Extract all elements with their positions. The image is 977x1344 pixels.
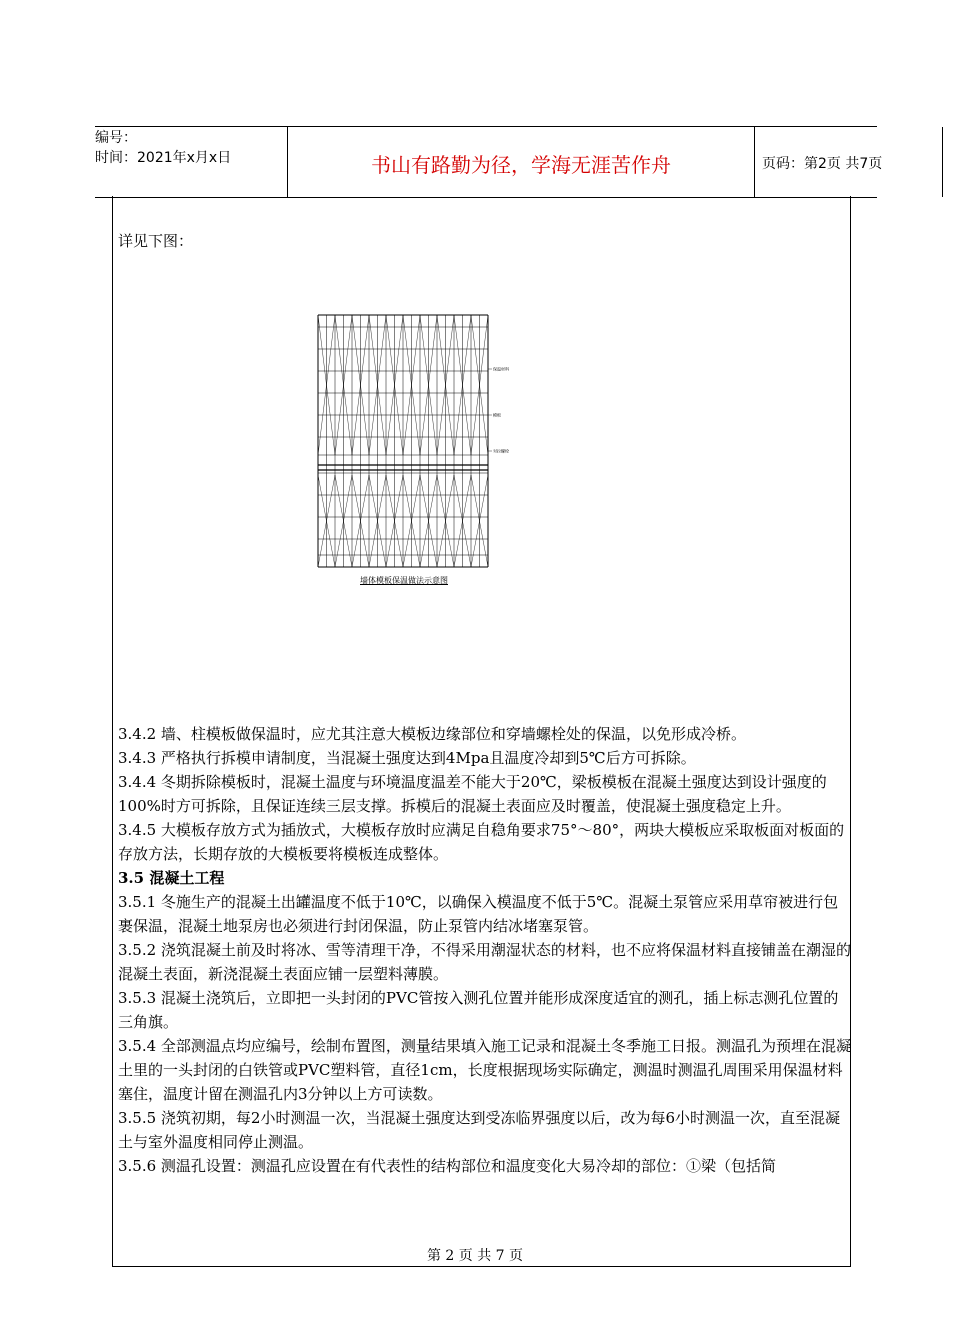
page-footer: 第 2 页 共 7 页 [426,1248,524,1264]
header-tail-cell [943,127,977,197]
paragraph: 3.5.3 混凝土浇筑后，立即把一头封闭的PVC管按入测孔位置并能形成深度适宜的测孔，插上标志测孔位置的三角旗。 [118,989,839,1031]
paragraph: 3.5.4 全部测温点均应编号，绘制布置图，测量结果填入施工记录和混凝土冬季施工日报。测温孔为预埋在混凝土里的一头封闭的白铁管或PVC塑料管，直径1cm，长度根据现场实际确定，测温时测温孔周围采用保温材料塞住，温度计留在测温孔内3分钟以上方可读数。 [118,1037,851,1103]
header-left-cell [95,127,287,197]
paragraph: 3.4.2 墙、柱模板做保温时，应尤其注意大模板边缘部位和穿墙螺栓处的保温，以免形成冷桥。 [118,725,746,743]
header-table [95,126,883,198]
formwork-diagram [300,305,509,595]
paragraph: 3.5.1 冬施生产的混凝土出罐温度不低于10℃，以确保入模温度不低于5℃。混凝土泵管应采用草帘被进行包裹保温，混凝土地泵房也必须进行封闭保温，防止泵管内结冰堵塞泵管。 [118,893,839,935]
page-info: 页码：第2页 共7页 [762,156,883,172]
paragraph: 3.4.4 冬期拆除模板时，混凝土温度与环境温度温差不能大于20℃，梁板模板在混凝土强度达到设计强度的100%时方可拆除，且保证连续三层支撑。拆模后的混凝土表面应及时覆盖，使混凝土强度稳定上升。 [118,773,827,815]
diagram-side-label: 对拉螺栓 [493,448,509,454]
diagram-side-label: 保温材料 [493,366,509,372]
time-label: 时间：2021年x月x日 [95,150,232,166]
paragraph: 3.5.6 测温孔设置：测温孔应设置在有代表性的结构部位和温度变化大易冷却的部位：①梁（包括简 [118,1157,776,1175]
header-page-cell [754,127,943,197]
intro-text: 详见下图： [118,232,194,250]
paragraph: 3.4.3 严格执行拆模申请制度，当混凝土强度达到4Mpa且温度冷却到5℃后方可拆除。 [118,749,696,767]
paragraph: 3.5.5 浇筑初期，每2小时测温一次，当混凝土强度达到受冻临界强度以后，改为每6小时测温一次，直至混凝土与室外温度相同停止测温。 [118,1109,841,1151]
diagram-side-label: 模板 [493,412,501,418]
paragraph: 3.5.2 浇筑混凝土前及时将冰、雪等清理干净，不得采用潮湿状态的材料，也不应将保温材料直接铺盖在潮湿的混凝土表面，新浇混凝土表面应铺一层塑料薄膜。 [118,941,851,983]
header-motto-cell [287,127,755,197]
motto-text: 书山有路勤为径，学海无涯苦作舟 [371,153,671,177]
document-body [118,722,852,1178]
figure-caption: 墙体模板保温做法示意图 [360,576,448,585]
section-heading: 3.5 混凝土工程 [118,869,225,887]
number-label: 编号： [95,130,137,146]
paragraph: 3.4.5 大模板存放方式为插放式，大模板存放时应满足自稳角要求75°～80°，两块大模板应采取板面对板面的存放方法，长期存放的大模板要将模板连成整体。 [118,821,845,863]
